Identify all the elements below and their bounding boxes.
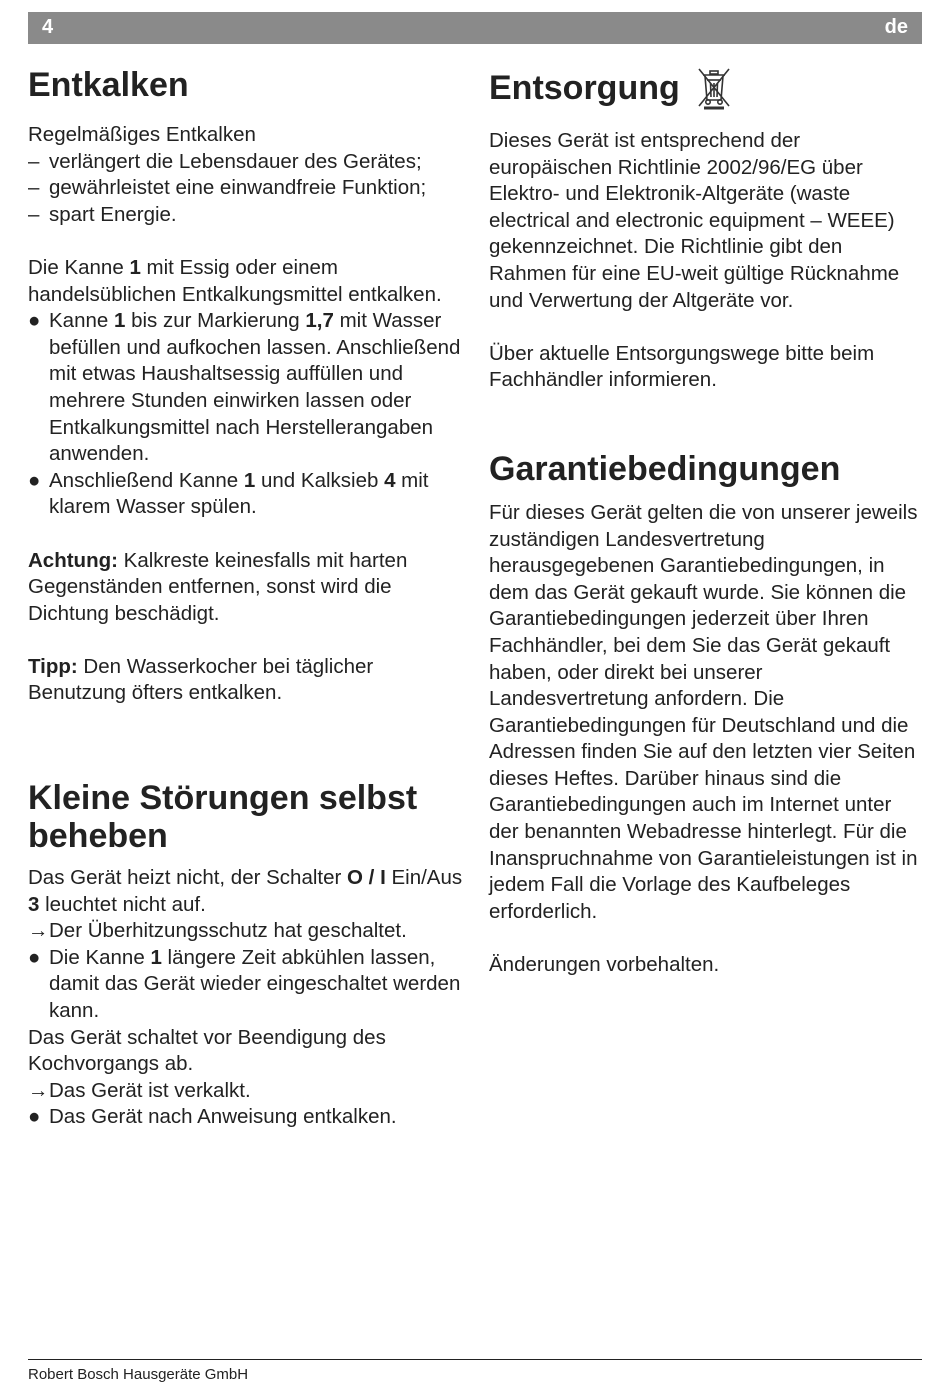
list-item: ● Die Kanne 1 längere Zeit abkühlen lassen, damit das Gerät wieder eingeschaltet werden kann. (28, 945, 468, 1025)
bullet-marker: ● (28, 309, 41, 333)
arrow-right-icon: → (28, 1078, 49, 1102)
section-garantie (489, 450, 921, 979)
bullet-marker: ● (28, 468, 41, 492)
language-code: de (884, 16, 908, 38)
decalcify-paragraph: Die Kanne 1 mit Essig oder einem handelsüblichen Entkalkungsmittel entkalken. (28, 255, 442, 306)
dash-marker: – (28, 149, 40, 173)
decalcify-intro: Regelmäßiges Entkalken (28, 123, 256, 146)
disposal-paragraph: Dieses Gerät ist entsprechend der europäischen Richtlinie 2002/96/EG über Elektro- und Elektronik-Altgeräte (waste electrical and electronic equipment – WEEE) gekennzeichnet. Die Richtlinie gibt den Rahmen für eine EU-weit gültige Rücknahme und Verwertung der Altgeräte vor. (489, 129, 900, 312)
section-title-entkalken: Entkalken (28, 66, 189, 104)
section-title-entsorgung: Entsorgung (489, 66, 921, 110)
list-item: – verlängert die Lebensdauer des Gerätes; (28, 149, 468, 176)
list-item: → Der Überhitzungsschutz hat geschaltet. (28, 918, 468, 945)
dash-marker: – (28, 176, 40, 200)
header-bar (28, 12, 922, 44)
list-item: → Das Gerät ist verkalkt. (28, 1078, 468, 1105)
page-number: 4 (42, 16, 54, 38)
list-item: – spart Energie. (28, 202, 468, 229)
trouble-paragraph: Das Gerät heizt nicht, der Schalter O / I Ein/Aus 3 leuchtet nicht auf. (28, 866, 463, 916)
disposal-paragraph: Über aktuelle Entsorgungswege bitte beim Fachhändler informieren. (489, 341, 875, 392)
section-troubleshooting (28, 779, 468, 1131)
list-item: ● Kanne 1 bis zur Markierung 1,7 mit Wasser befüllen und aufkochen lassen. Anschließend mit etwas Haushaltsessig auffüllen und mehrere Stunden einwirken lassen oder Entkalkungsmittel nach Herstellerangaben anwenden. (28, 308, 468, 468)
section-entsorgung (489, 66, 921, 394)
trouble-paragraph: Das Gerät schaltet vor Beendigung des Kochvorgangs ab. (28, 1025, 386, 1076)
right-column (489, 66, 921, 979)
footer-company: Robert Bosch Hausgeräte GmbH (28, 1366, 249, 1383)
list-item: ● Das Gerät nach Anweisung entkalken. (28, 1104, 468, 1131)
section-entkalken (28, 66, 468, 707)
bullet-marker: ● (28, 1105, 41, 1129)
section-title-troubleshooting: Kleine Störungen selbst beheben (28, 779, 418, 856)
attention-note: Achtung: Kalkreste keinesfalls mit harten Gegenständen entfernen, sonst wird die Dichtung beschädigt. (28, 548, 408, 625)
warranty-paragraph: Änderungen vorbehalten. (489, 953, 720, 977)
bullet-marker: ● (28, 945, 41, 969)
list-item: – gewährleistet eine einwandfreie Funktion; (28, 175, 468, 202)
section-title-garantie: Garantiebedingungen (489, 449, 841, 488)
arrow-right-icon: → (28, 919, 49, 943)
warranty-paragraph: Für dieses Gerät gelten die von unserer jeweils zuständigen Landesvertretung herausgegebenen Garantiebedingungen, in dem das Gerät gekauft wurde. Sie können die Garantiebedingungen jederzeit über Ihren Fachhändler, bei dem Sie das Gerät gekauft haben, oder direkt bei unserer Landesvertretung anfordern. Die Garantiebedingungen für Deutschland und die Adressen finden Sie auf den letzten vier Seiten dieses Heftes. Darüber hinaus sind die Garantiebedingungen auch im Internet unter der benannten Webadresse hinterlegt. Für die Inanspruchnahme von Garantieleistungen ist in jedem Fall die Vorlage des Kaufbeleges erforderlich. (489, 500, 918, 923)
crossed-out-wheelie-bin-icon (694, 66, 734, 110)
dash-marker: – (28, 202, 40, 226)
tip-note: Tipp: Den Wasserkocher bei täglicher Benutzung öfters entkalken. (28, 654, 374, 705)
left-column (28, 66, 468, 1131)
footer-divider (28, 1359, 922, 1360)
list-item: ● Anschließend Kanne 1 und Kalksieb 4 mit klarem Wasser spülen. (28, 468, 468, 521)
